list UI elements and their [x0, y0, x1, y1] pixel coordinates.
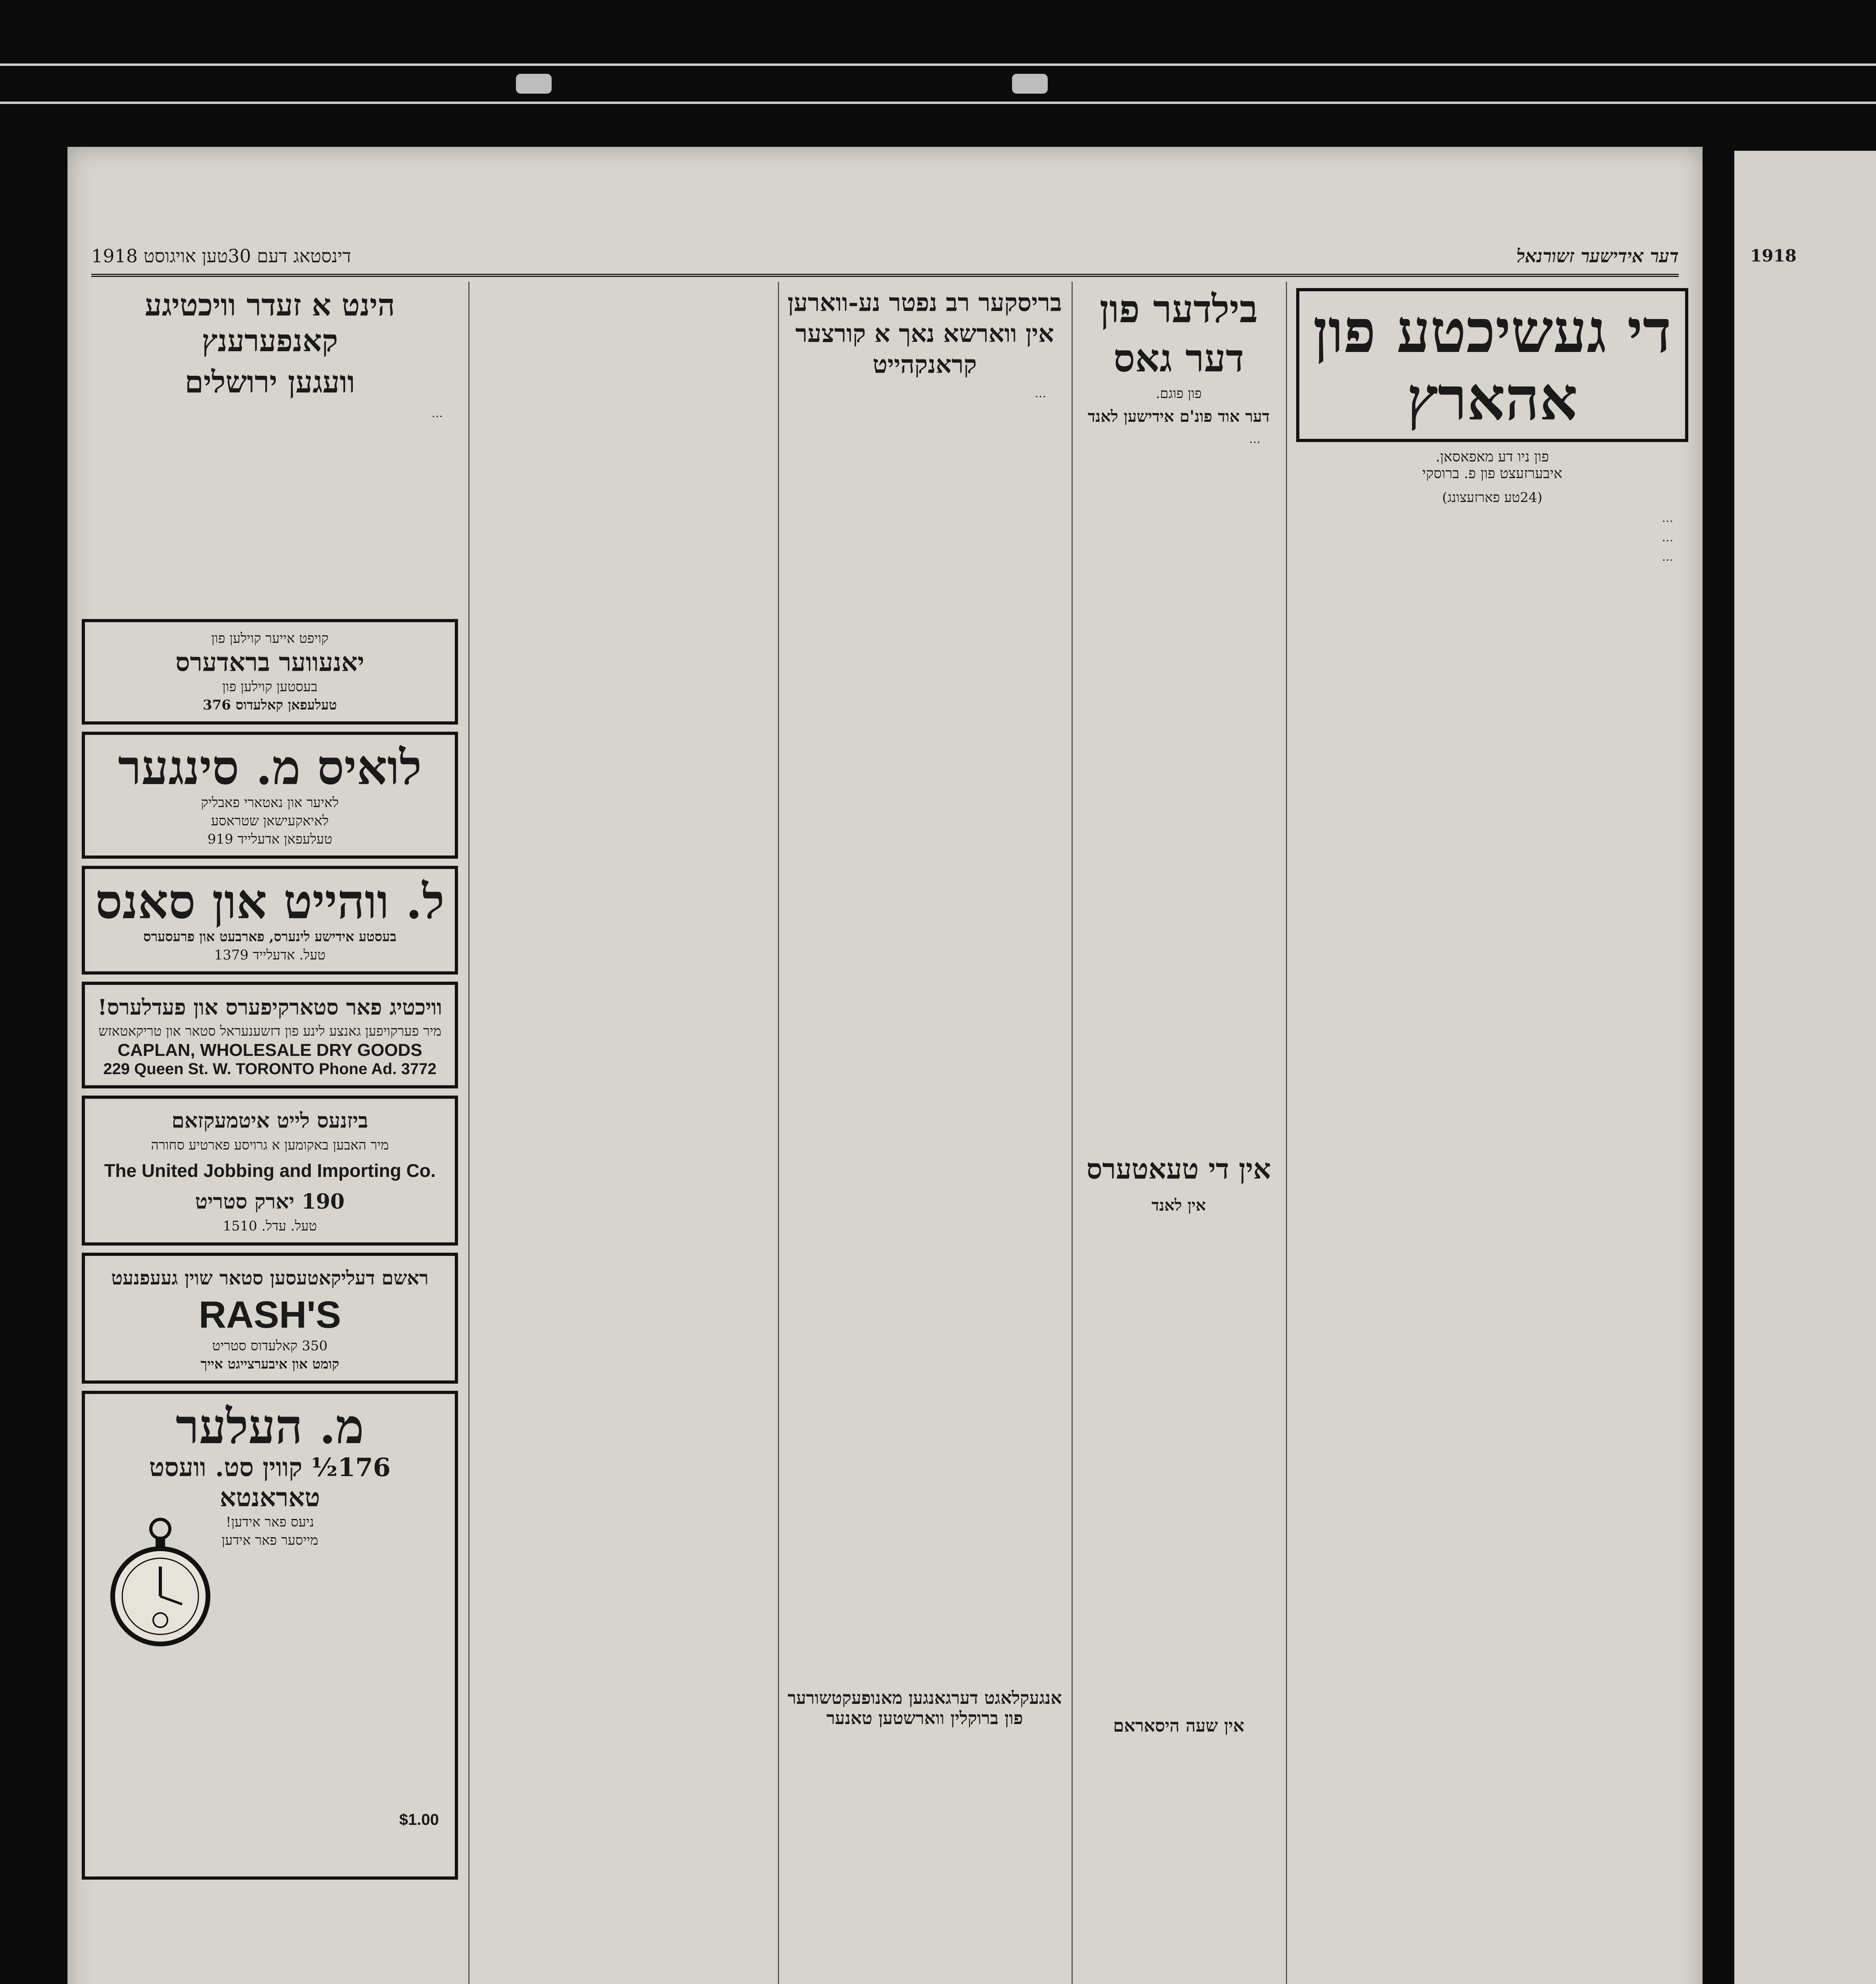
court-notice-headline: אנגעקלאגט דערגאנגען מאנופעקטשורער פון ברוקלין ווארשטען טאנער	[787, 1688, 1062, 1728]
story-paragraph: ...	[1662, 531, 1673, 544]
street-byline: פון פוגם.	[1156, 386, 1202, 402]
conference-body	[81, 406, 459, 612]
united-ad-phone: טעל. עדל. 1510	[223, 1218, 317, 1234]
story-paragraph: ...	[1662, 550, 1673, 564]
masthead-strip	[91, 238, 1679, 277]
heller-ad-line: מייסער פאר אידען	[221, 1532, 318, 1548]
time-section-title: אין שעה היסאראם	[1113, 1716, 1245, 1736]
white-ad-line: בעסטע אידישע לינערס, פארבעט און פרעסערס	[143, 929, 396, 945]
caplan-ad	[82, 982, 458, 1088]
theatre-section-sub: אין לאנד	[1151, 1196, 1206, 1215]
united-ad-line: מיר האבען באקומען א גרויסע פארטיע סחורה	[151, 1137, 389, 1153]
janover-ad-line: קויפט אייער קוילען פון	[211, 631, 329, 646]
newspaper-page	[67, 147, 1703, 1984]
heller-ad-line: ניעס פאר אידען!	[225, 1514, 314, 1530]
story-byline: פון ניו דע מאפאסאן.	[1435, 449, 1549, 465]
theatre-section-title: אין די טעאטערס	[1086, 1152, 1271, 1185]
adjacent-page-date: 1918	[1750, 246, 1797, 265]
binder-strip	[0, 63, 1876, 104]
rashs-ad	[82, 1253, 458, 1384]
janover-ad	[82, 619, 458, 725]
conference-paragraph: ...	[431, 406, 443, 420]
caplan-ad-address: 229 Queen St. W. TORONTO Phone Ad. 3772	[103, 1060, 437, 1078]
story-translator: איבערזעצט פון פ. ברוסקי	[1422, 465, 1562, 482]
pocket-watch-icon	[101, 1513, 220, 1648]
street-title: בילדער פון	[1099, 286, 1258, 331]
binder-clip	[1012, 74, 1048, 94]
adjacent-page	[1734, 151, 1876, 1984]
story-paragraph: ...	[1662, 511, 1673, 525]
heller-ad-city: טאראנטא	[219, 1483, 320, 1513]
binder-clip	[516, 74, 552, 94]
janover-ad-line: בעסטען קוילען פון	[222, 679, 317, 695]
column-rule	[468, 282, 469, 1984]
street-title: דער גאס	[1113, 336, 1244, 381]
story-title: די געשיכטע פון אהארץ	[1313, 296, 1672, 434]
rashs-ad-line: קומט און איבערצייגט אייך	[200, 1356, 339, 1372]
date-line: דינסטאג דעם 30טען אויגוסט 1918	[91, 245, 351, 267]
street-body	[1081, 431, 1276, 447]
rashs-ad-title: ראשם דעליקאטעסען סטאר שוין געעפנעט	[111, 1267, 429, 1289]
street-paragraph: ...	[1249, 432, 1260, 446]
column-rule	[778, 282, 779, 1984]
column-obituary	[782, 282, 1068, 1984]
obituary-paragraph: ...	[1035, 386, 1046, 400]
street-subhead: דער אוד פונ'ם אידישען לאנד	[1087, 407, 1270, 426]
column-rule	[1286, 282, 1287, 1984]
heller-ad-address: 176½ קווין סט. וועסט	[149, 1453, 391, 1482]
heller-ad-title: מ. העלער	[175, 1399, 364, 1455]
united-jobbing-ad	[82, 1096, 458, 1246]
janover-ad-title: יאנעווער בראדערס	[175, 648, 364, 677]
janover-ad-phone: טעלעפאן קאלעדוס 376	[202, 697, 337, 713]
singer-ad-line: לאיאקעישאן שטראסע	[211, 813, 329, 829]
obituary-headline: בריסקער רב נפטר נע-ווארען אין ווארשא נאך א קורצער קראנקהייט	[787, 288, 1062, 379]
rashs-ad-address: 350 קאלעדוס סטריט	[212, 1338, 328, 1354]
conference-subheadline: וועגען ירושלים	[185, 364, 355, 400]
singer-ad-title: לואיס מ. סינגער	[118, 740, 422, 796]
installment-label: (24טע פארזעצונג)	[1442, 490, 1543, 506]
white-ad	[82, 866, 458, 975]
column-street-scenes	[1076, 282, 1282, 1984]
caplan-ad-line: מיר פערקויפען גאנצע לינע פון דזשענעראל סטאר און טריקאטאזש	[98, 1023, 441, 1039]
united-ad-address: 190 יארק סטריט	[195, 1190, 345, 1214]
rashs-ad-brand: RASH'S	[198, 1294, 341, 1336]
singer-ad	[82, 732, 458, 859]
column-rule	[1072, 282, 1073, 1984]
singer-ad-phone: טעלעפאן אדעלייד 919	[207, 831, 333, 847]
united-ad-name: The United Jobbing and Importing Co.	[104, 1160, 436, 1181]
heller-ad-price: $1.00	[399, 1811, 439, 1828]
paper-name: דער אידישער זשורנאל	[1516, 245, 1679, 267]
story-title-box	[1296, 288, 1688, 442]
singer-ad-line: לאיער און נאטארי פאבליק	[201, 795, 339, 811]
heller-ad	[82, 1391, 458, 1880]
story-body	[1295, 510, 1689, 565]
caplan-ad-name: CAPLAN, WHOLESALE DRY GOODS	[117, 1040, 422, 1060]
obituary-body	[787, 386, 1062, 401]
white-ad-phone: טעל. אדעלייד 1379	[214, 947, 326, 963]
column-story	[1290, 282, 1695, 1984]
column-ads	[75, 282, 464, 1984]
white-ad-title: ל. ווהייט און סאנס	[95, 874, 445, 930]
united-ad-title: ביזנעס לייט איטמעקזאם	[171, 1109, 368, 1133]
conference-headline: הינט א זעדר וויכטיגע קאנפערענץ	[144, 287, 395, 358]
caplan-ad-title: וויכטיג פאר סטארקיפערס און פעדלערס!	[97, 994, 443, 1020]
